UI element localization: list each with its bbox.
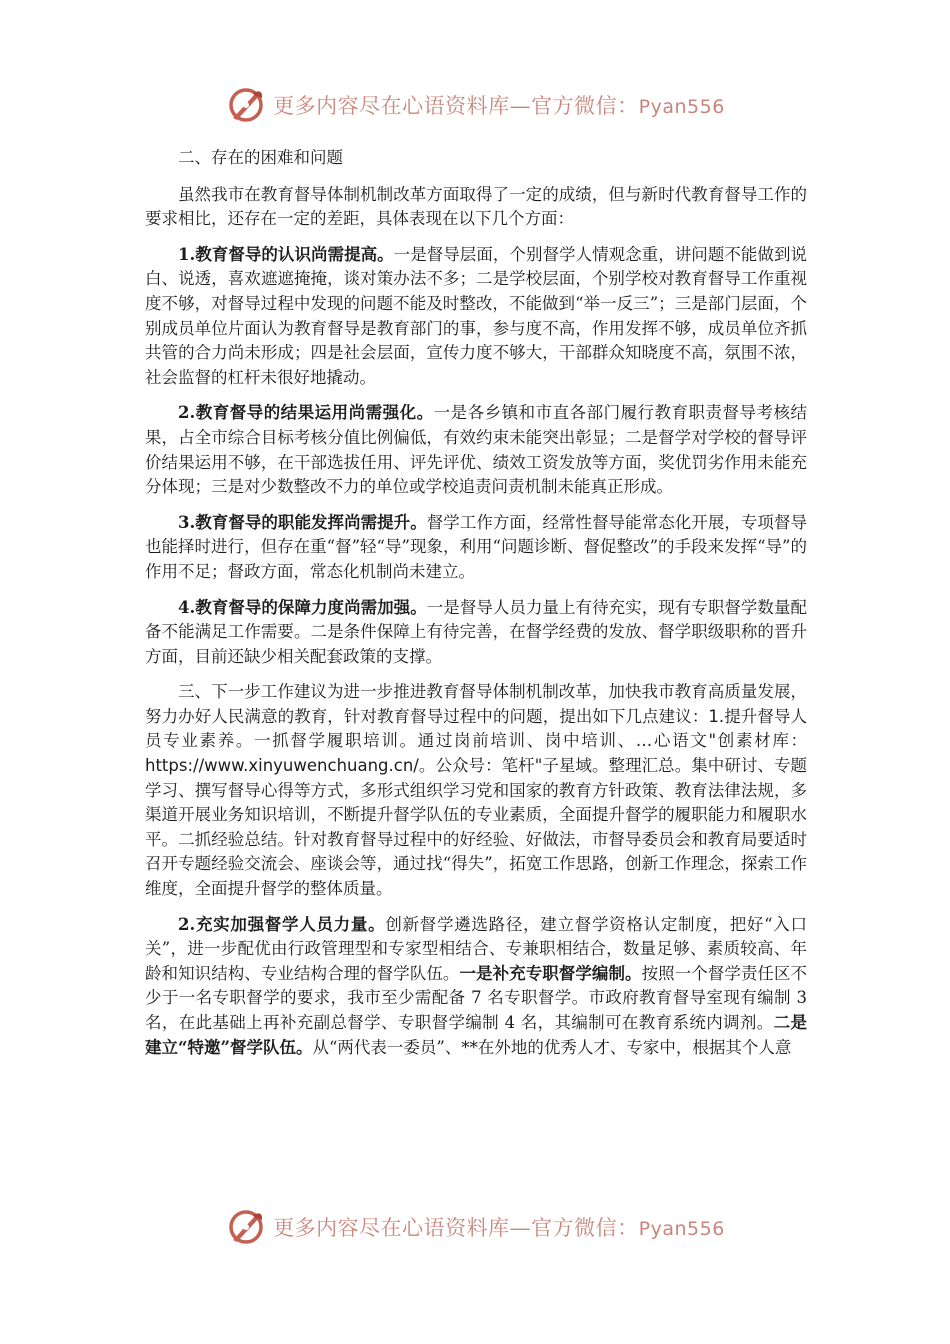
paragraph-2 <box>145 401 807 499</box>
paragraph-2-title: 2.教育督导的结果运用尚需强化。 <box>178 403 434 423</box>
paragraph-5-text-1: 三、下一步工作建议为进一步推进教育督导体制机制改革，加快我市教育高质量发展，努力办好人民满意的教育，针对教育督导过程中的问题，提出如下几点建议： <box>145 682 807 726</box>
intro-paragraph: 虽然我市在教育督导体制机制改革方面取得了一定的成绩，但与新时代教育督导工作的要求相比，还存在一定的差距，具体表现在以下几个方面： <box>145 184 807 229</box>
paragraph-5-text-2: 公众号：笔杆"子星域。整理汇总。集中研讨、专题学习、撰写督导心得等方式，多形式组织学习党和国家的教育方针政策、教育法律法规，多渠道开展业务知识培训，不断提升督学队伍的专业素质，全面提升督学的履职能力和履职水平。二抓经验总结。针对教育督导过程中的好经验、好做法，市督导委员会和教育局要适时召开专题经验交流会、座谈会等，通过找“得失”，拓宽工作思路，创新工作理念，探索工作维度，全面提升督学的整体质量。 <box>145 756 808 899</box>
paragraph-6-body-3: 从“两代表一委员”、**在外地的优秀人才、专家中，根据其个人意 <box>312 1037 792 1057</box>
section-heading: 二、存在的困难和问题 <box>178 148 343 167</box>
paragraph-6-bold-2: 二是建立“特邀”督学队伍。 <box>145 1013 808 1057</box>
paragraph-6-body-2: 按照一个督学责任区不少于一名专职督学的要求，我市至少需配备 7 名专职督学。市政府教育督导室现有编制 3 名，在此基础上再补充副总督学、专职督学编制 4 名，其编制可在教育系统内调剂。 <box>145 963 808 1032</box>
quill-logo-icon <box>225 84 267 126</box>
wechat-id: Pyan556 <box>638 1218 725 1240</box>
paragraph-1 <box>145 243 807 391</box>
header-banner <box>0 82 950 128</box>
banner-text: 更多内容尽在心语资料库—官方微信：Pyan556 <box>273 1216 725 1240</box>
paragraph-6 <box>145 913 807 1061</box>
paragraph-2-body: 一是各乡镇和市直各部门履行教育职责督导考核结果，占全市综合目标考核分值比例偏低，有效约束未能突出彰显；二是督学对学校的督导评价结果运用不够，在干部选拔任用、评先评优、绩效工资发放等方面，奖优罚劣作用未能充分体现；三是对少数整改不力的单位或学校追责问责机制未能真正形成。 <box>145 403 808 497</box>
paragraph-4-title: 4.教育督导的保障力度尚需加强。 <box>178 597 427 617</box>
banner-text: 更多内容尽在心语资料库—官方微信：Pyan556 <box>273 94 725 118</box>
paragraph-4 <box>145 596 807 670</box>
paragraph-1-title: 1.教育督导的认识尚需提高。 <box>178 244 394 264</box>
paragraph-3 <box>145 511 807 585</box>
document-body <box>145 146 807 1071</box>
quill-logo-icon <box>225 1206 267 1248</box>
paragraph-5 <box>145 680 807 901</box>
paragraph-1-body: 一是督导层面，个别督学人情观念重，讲问题不能做到说白、说透，喜欢遮遮掩掩，谈对策办法不多；二是学校层面，个别学校对教育督导工作重视度不够，对督导过程中发现的问题不能及时整改，不能做到“举一反三”；三是部门层面，个别成员单位片面认为教育督导是教育部门的事，参与度不高，作用发挥不够，成员单位齐抓共管的合力尚未形成；四是社会层面，宣传力度不够大，干部群众知晓度不高，氛围不浓，社会监督的杠杆未很好地撬动。 <box>145 244 807 387</box>
paragraph-6-title: 2.充实加强督学人员力量。 <box>178 914 386 934</box>
paragraph-3-title: 3.教育督导的职能发挥尚需提升。 <box>178 512 427 532</box>
paragraph-3-body: 督学工作方面，经常性督导能常态化开展，专项督导也能择时进行，但存在重“督”轻“导”现象，利用“问题诊断、督促整改”的手段来发挥“导”的作用不足；督政方面，常态化机制尚未建立。 <box>145 512 808 581</box>
paragraph-6-body-1: 创新督学遴选路径，建立督学资格认定制度，把好“入口关”，进一步配优由行政管理型和专家型相结合、专兼职相结合，数量足够、素质较高、年龄和知识结构、专业结构合理的督学队伍。 <box>145 914 807 983</box>
paragraph-5-sans-text: 1.提升督导人员专业素养。一抓督学履职培训。通过岗前培训、岗中培训、…心语文"创素材库：https://www.xinyuwenchuang.cn/。 <box>145 706 808 776</box>
paragraph-6-bold-1: 一是补充专职督学编制。 <box>459 963 642 983</box>
wechat-id: Pyan556 <box>638 96 725 118</box>
footer-banner <box>0 1204 950 1250</box>
paragraph-4-body: 一是督导人员力量上有待充实，现有专职督学数量配备不能满足工作需要。二是条件保障上有待完善，在督学经费的发放、督学职级职称的晋升方面，目前还缺少相关配套政策的支撑。 <box>145 597 808 666</box>
